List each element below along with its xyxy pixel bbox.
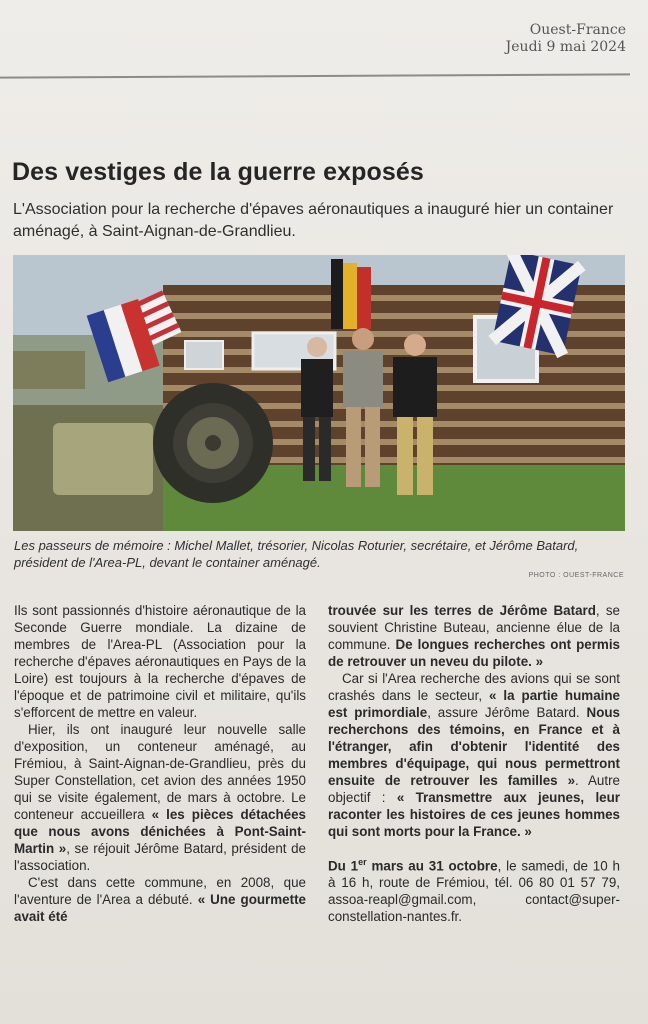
practical-info: Du 1er mars au 31 octobre, le samedi, de 10 h à 16 h, route de Frémiou, tél. 06 80 01 57 79, assoa-reapl@gmail.com, contact@super-constellation-nantes.fr.	[328, 857, 620, 925]
article-headline: Des vestiges de la guerre exposés	[12, 158, 424, 186]
header-rule	[0, 73, 630, 78]
paragraph: Ils sont passionnés d'histoire aéronautique de la Seconde Guerre mondiale. La dizaine de membres de l'Area-PL (Association pour la recherche d'épaves aéronautiques en Pays de la Loire) est toujours à la recherche d'épaves de l'époque et de patrimoine civil et militaire, qu'ils s'efforcent de mettre en valeur.	[14, 603, 306, 720]
article-column-left	[14, 602, 306, 925]
masthead	[506, 22, 626, 56]
article-column-right	[328, 602, 620, 925]
article-photo	[13, 255, 625, 531]
article-subheading: L'Association pour la recherche d'épaves aéronautiques a inauguré hier un container aménagé, à Saint-Aignan-de-Grandlieu.	[13, 201, 614, 240]
quote: « les pièces détachées que nous avons dénichées à Pont-Saint-Martin »	[14, 807, 306, 856]
quote: « Une gourmette avait été	[14, 892, 306, 924]
photo-illustration	[13, 255, 625, 531]
paragraph: Hier, ils ont inauguré leur nouvelle salle d'exposition, un conteneur aménagé, au Frémiou, à Saint-Aignan-de-Grandlieu, près du Super Constellation, cet avion des années 1950 qui se visite également, de mars à octobre. Le conteneur accueillera « les pièces détachées que nous avons dénichées à Pont-Saint-Martin », se réjouit Jérôme Batard, président de l'association.	[14, 722, 306, 873]
photo-credit: PHOTO : OUEST-FRANCE	[528, 572, 624, 579]
newspaper-name: Ouest-France	[529, 22, 626, 38]
issue-date: Jeudi 9 mai 2024	[505, 39, 626, 55]
paragraph: Car si l'Area recherche des avions qui se sont crashés dans le secteur, « la partie humaine est primordiale, assure Jérôme Batard. Nous recherchons des témoins, en France et à l'étranger, afin d'obtenir l'identité des membres d'équipage, qui nous permettront ensuite de retrouver les familles ». Autre objectif : « Transmettre aux jeunes, leur raconter les histoires de ces jeunes hommes qui sont morts pour la France. »	[328, 671, 621, 839]
paragraph: trouvée sur les terres de Jérôme Batard, se souvient Christine Buteau, ancienne élue de la commune. De longues recherches ont permis de retrouver un neveu du pilote. »	[328, 603, 620, 669]
belgian-flag	[331, 259, 371, 329]
paragraph: C'est dans cette commune, en 2008, que l'aventure de l'Area a débuté. « Une gourmette avait été	[14, 875, 306, 924]
photo-caption: Les passeurs de mémoire : Michel Mallet, trésorier, Nicolas Roturier, secrétaire, et Jérôme Batard, président de l'Area-PL, devant le container aménagé.	[14, 538, 579, 570]
